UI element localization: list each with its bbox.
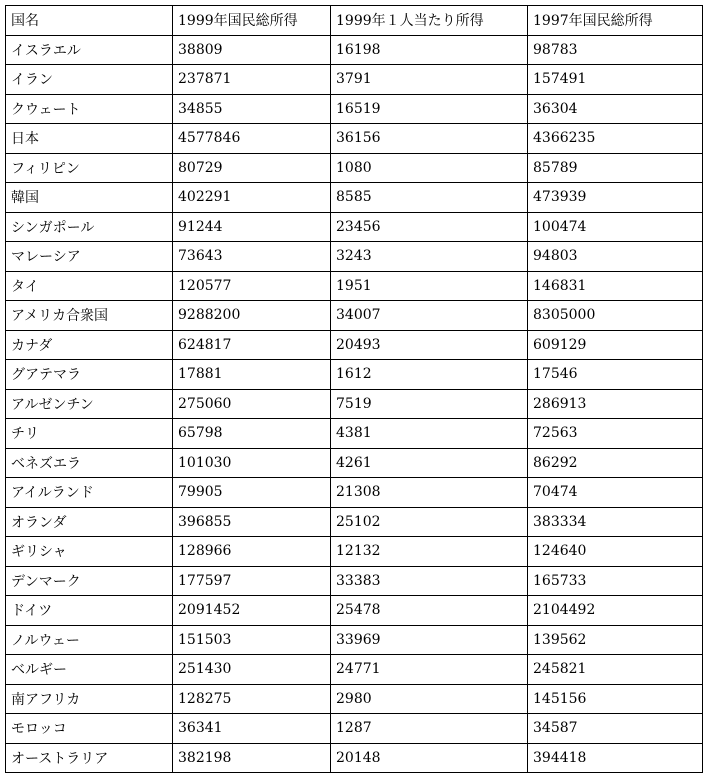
- cell-country: アメリカ合衆国: [6, 301, 173, 331]
- table-row: [6, 35, 703, 65]
- cell-gni-1999: 34855: [173, 94, 331, 124]
- cell-gni-1997: 70474: [528, 478, 703, 508]
- cell-gni-1999: 101030: [173, 448, 331, 478]
- cell-country: イスラエル: [6, 35, 173, 65]
- cell-gni-1997: 383334: [528, 507, 703, 537]
- table-row: [6, 478, 703, 508]
- table-row: [6, 360, 703, 390]
- cell-country: ギリシャ: [6, 537, 173, 567]
- cell-gni-1997: 124640: [528, 537, 703, 567]
- cell-country: デンマーク: [6, 566, 173, 596]
- cell-gni-1997: 245821: [528, 655, 703, 685]
- cell-per-capita-1999: 1080: [331, 153, 528, 183]
- cell-country: アルゼンチン: [6, 389, 173, 419]
- cell-country: ベルギー: [6, 655, 173, 685]
- cell-per-capita-1999: 12132: [331, 537, 528, 567]
- table-row: [6, 271, 703, 301]
- header-row: [6, 6, 703, 36]
- cell-per-capita-1999: 21308: [331, 478, 528, 508]
- cell-country: 韓国: [6, 183, 173, 213]
- table-row: [6, 714, 703, 744]
- cell-gni-1999: 73643: [173, 242, 331, 272]
- cell-country: アイルランド: [6, 478, 173, 508]
- cell-country: イラン: [6, 65, 173, 95]
- table-row: [6, 655, 703, 685]
- cell-gni-1997: 36304: [528, 94, 703, 124]
- cell-gni-1999: 38809: [173, 35, 331, 65]
- cell-gni-1999: 396855: [173, 507, 331, 537]
- table-row: [6, 212, 703, 242]
- cell-country: タイ: [6, 271, 173, 301]
- cell-gni-1997: 157491: [528, 65, 703, 95]
- cell-gni-1997: 286913: [528, 389, 703, 419]
- cell-gni-1999: 177597: [173, 566, 331, 596]
- cell-per-capita-1999: 33383: [331, 566, 528, 596]
- cell-gni-1999: 275060: [173, 389, 331, 419]
- table-row: [6, 301, 703, 331]
- cell-country: チリ: [6, 419, 173, 449]
- cell-gni-1999: 237871: [173, 65, 331, 95]
- cell-gni-1999: 402291: [173, 183, 331, 213]
- table-row: [6, 507, 703, 537]
- cell-gni-1999: 151503: [173, 625, 331, 655]
- cell-gni-1997: 34587: [528, 714, 703, 744]
- cell-gni-1999: 624817: [173, 330, 331, 360]
- cell-per-capita-1999: 25102: [331, 507, 528, 537]
- cell-per-capita-1999: 3243: [331, 242, 528, 272]
- cell-gni-1999: 4577846: [173, 124, 331, 154]
- table-row: [6, 419, 703, 449]
- table-row: [6, 153, 703, 183]
- cell-per-capita-1999: 16198: [331, 35, 528, 65]
- header-per-capita-1999: 1999年１人当たり所得: [331, 6, 528, 36]
- table-row: [6, 124, 703, 154]
- cell-gni-1997: 609129: [528, 330, 703, 360]
- cell-gni-1997: 146831: [528, 271, 703, 301]
- table-row: [6, 537, 703, 567]
- cell-gni-1997: 8305000: [528, 301, 703, 331]
- cell-gni-1997: 86292: [528, 448, 703, 478]
- cell-gni-1997: 165733: [528, 566, 703, 596]
- table-row: [6, 330, 703, 360]
- cell-per-capita-1999: 1951: [331, 271, 528, 301]
- cell-country: ノルウェー: [6, 625, 173, 655]
- cell-gni-1999: 65798: [173, 419, 331, 449]
- cell-gni-1999: 120577: [173, 271, 331, 301]
- cell-gni-1997: 17546: [528, 360, 703, 390]
- cell-country: ベネズエラ: [6, 448, 173, 478]
- cell-gni-1997: 98783: [528, 35, 703, 65]
- table-row: [6, 448, 703, 478]
- cell-per-capita-1999: 1612: [331, 360, 528, 390]
- cell-per-capita-1999: 7519: [331, 389, 528, 419]
- cell-country: マレーシア: [6, 242, 173, 272]
- cell-country: オーストラリア: [6, 743, 173, 773]
- income-table: [5, 5, 703, 773]
- cell-per-capita-1999: 4381: [331, 419, 528, 449]
- cell-country: ドイツ: [6, 596, 173, 626]
- cell-per-capita-1999: 3791: [331, 65, 528, 95]
- cell-country: クウェート: [6, 94, 173, 124]
- table-body: [6, 35, 703, 773]
- cell-gni-1999: 251430: [173, 655, 331, 685]
- cell-gni-1999: 17881: [173, 360, 331, 390]
- table-row: [6, 596, 703, 626]
- cell-gni-1997: 85789: [528, 153, 703, 183]
- cell-gni-1999: 80729: [173, 153, 331, 183]
- table-row: [6, 743, 703, 773]
- cell-per-capita-1999: 25478: [331, 596, 528, 626]
- table-row: [6, 242, 703, 272]
- table-row: [6, 183, 703, 213]
- cell-gni-1999: 382198: [173, 743, 331, 773]
- cell-per-capita-1999: 1287: [331, 714, 528, 744]
- cell-gni-1999: 128966: [173, 537, 331, 567]
- cell-country: オランダ: [6, 507, 173, 537]
- cell-gni-1999: 9288200: [173, 301, 331, 331]
- header-country: 国名: [6, 6, 173, 36]
- cell-gni-1997: 94803: [528, 242, 703, 272]
- cell-country: グアテマラ: [6, 360, 173, 390]
- cell-country: モロッコ: [6, 714, 173, 744]
- cell-per-capita-1999: 8585: [331, 183, 528, 213]
- cell-gni-1997: 4366235: [528, 124, 703, 154]
- header-gni-1999: 1999年国民総所得: [173, 6, 331, 36]
- cell-per-capita-1999: 36156: [331, 124, 528, 154]
- cell-country: シンガポール: [6, 212, 173, 242]
- cell-gni-1997: 100474: [528, 212, 703, 242]
- table-row: [6, 684, 703, 714]
- cell-per-capita-1999: 20493: [331, 330, 528, 360]
- cell-per-capita-1999: 33969: [331, 625, 528, 655]
- cell-gni-1999: 36341: [173, 714, 331, 744]
- cell-per-capita-1999: 23456: [331, 212, 528, 242]
- cell-gni-1999: 79905: [173, 478, 331, 508]
- cell-gni-1997: 145156: [528, 684, 703, 714]
- cell-per-capita-1999: 24771: [331, 655, 528, 685]
- cell-gni-1999: 91244: [173, 212, 331, 242]
- cell-gni-1997: 394418: [528, 743, 703, 773]
- cell-gni-1997: 72563: [528, 419, 703, 449]
- cell-per-capita-1999: 2980: [331, 684, 528, 714]
- table-row: [6, 65, 703, 95]
- cell-gni-1997: 2104492: [528, 596, 703, 626]
- cell-gni-1997: 473939: [528, 183, 703, 213]
- table-row: [6, 566, 703, 596]
- cell-country: 南アフリカ: [6, 684, 173, 714]
- cell-gni-1997: 139562: [528, 625, 703, 655]
- cell-country: フィリピン: [6, 153, 173, 183]
- header-gni-1997: 1997年国民総所得: [528, 6, 703, 36]
- table-row: [6, 625, 703, 655]
- cell-per-capita-1999: 4261: [331, 448, 528, 478]
- cell-per-capita-1999: 20148: [331, 743, 528, 773]
- cell-country: 日本: [6, 124, 173, 154]
- cell-per-capita-1999: 16519: [331, 94, 528, 124]
- table-row: [6, 94, 703, 124]
- cell-country: カナダ: [6, 330, 173, 360]
- cell-gni-1999: 128275: [173, 684, 331, 714]
- table-row: [6, 389, 703, 419]
- cell-per-capita-1999: 34007: [331, 301, 528, 331]
- cell-gni-1999: 2091452: [173, 596, 331, 626]
